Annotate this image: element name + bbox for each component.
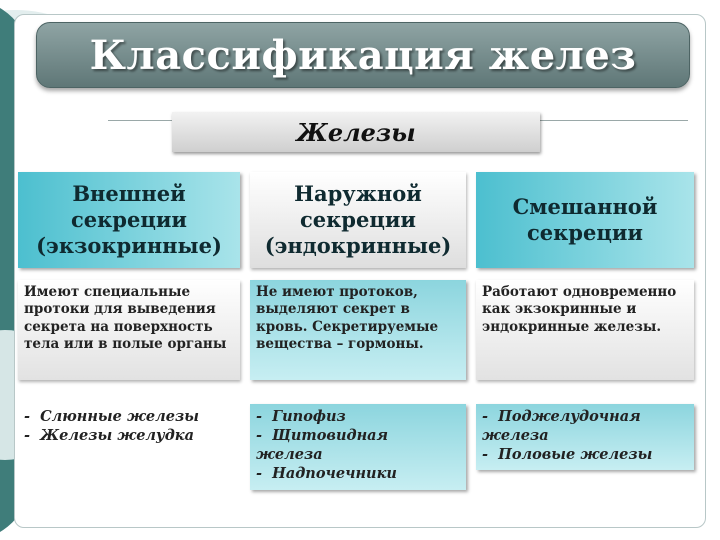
example-item: - Половые железы: [482, 445, 653, 463]
root-line-left: [108, 120, 174, 121]
root-label: Железы: [296, 117, 416, 147]
description-exocrine: Имеют специальные протоки для выведения секрета на поверхность тела или в полые органы: [18, 280, 240, 380]
examples-endocrine: [250, 404, 466, 490]
example-item: железа: [482, 426, 549, 444]
root-node: [172, 112, 540, 152]
category-mixed-label: Смешанной секреции: [512, 193, 658, 245]
category-endocrine: [250, 172, 466, 268]
example-item: - Надпочечники: [256, 464, 397, 482]
example-item: - Гипофиз: [256, 408, 346, 425]
slide-title: Классификация желез: [89, 31, 637, 79]
example-item: железа: [256, 445, 323, 463]
description-endocrine: Не имеют протоков, выделяют секрет в кровь. Секретируемые вещества – гормоны.: [250, 280, 466, 380]
category-exocrine: [18, 172, 240, 268]
examples-mixed: [476, 404, 694, 470]
category-endocrine-label: Наружной секреции (эндокринные): [264, 180, 452, 259]
root-line-right: [540, 120, 688, 121]
example-item: - Поджелудочная: [482, 408, 641, 425]
example-item: - Железы желудка: [24, 426, 194, 444]
description-mixed: Работают одновременно как экзокринные и эндокринные железы.: [476, 280, 694, 380]
example-item: - Щитовидная: [256, 426, 389, 444]
category-mixed: [476, 172, 694, 268]
example-item: - Слюнные железы: [24, 408, 199, 425]
examples-exocrine: [18, 404, 240, 450]
category-exocrine-label: Внешней секреции (экзокринные): [36, 180, 222, 259]
title-bar: [36, 22, 690, 88]
